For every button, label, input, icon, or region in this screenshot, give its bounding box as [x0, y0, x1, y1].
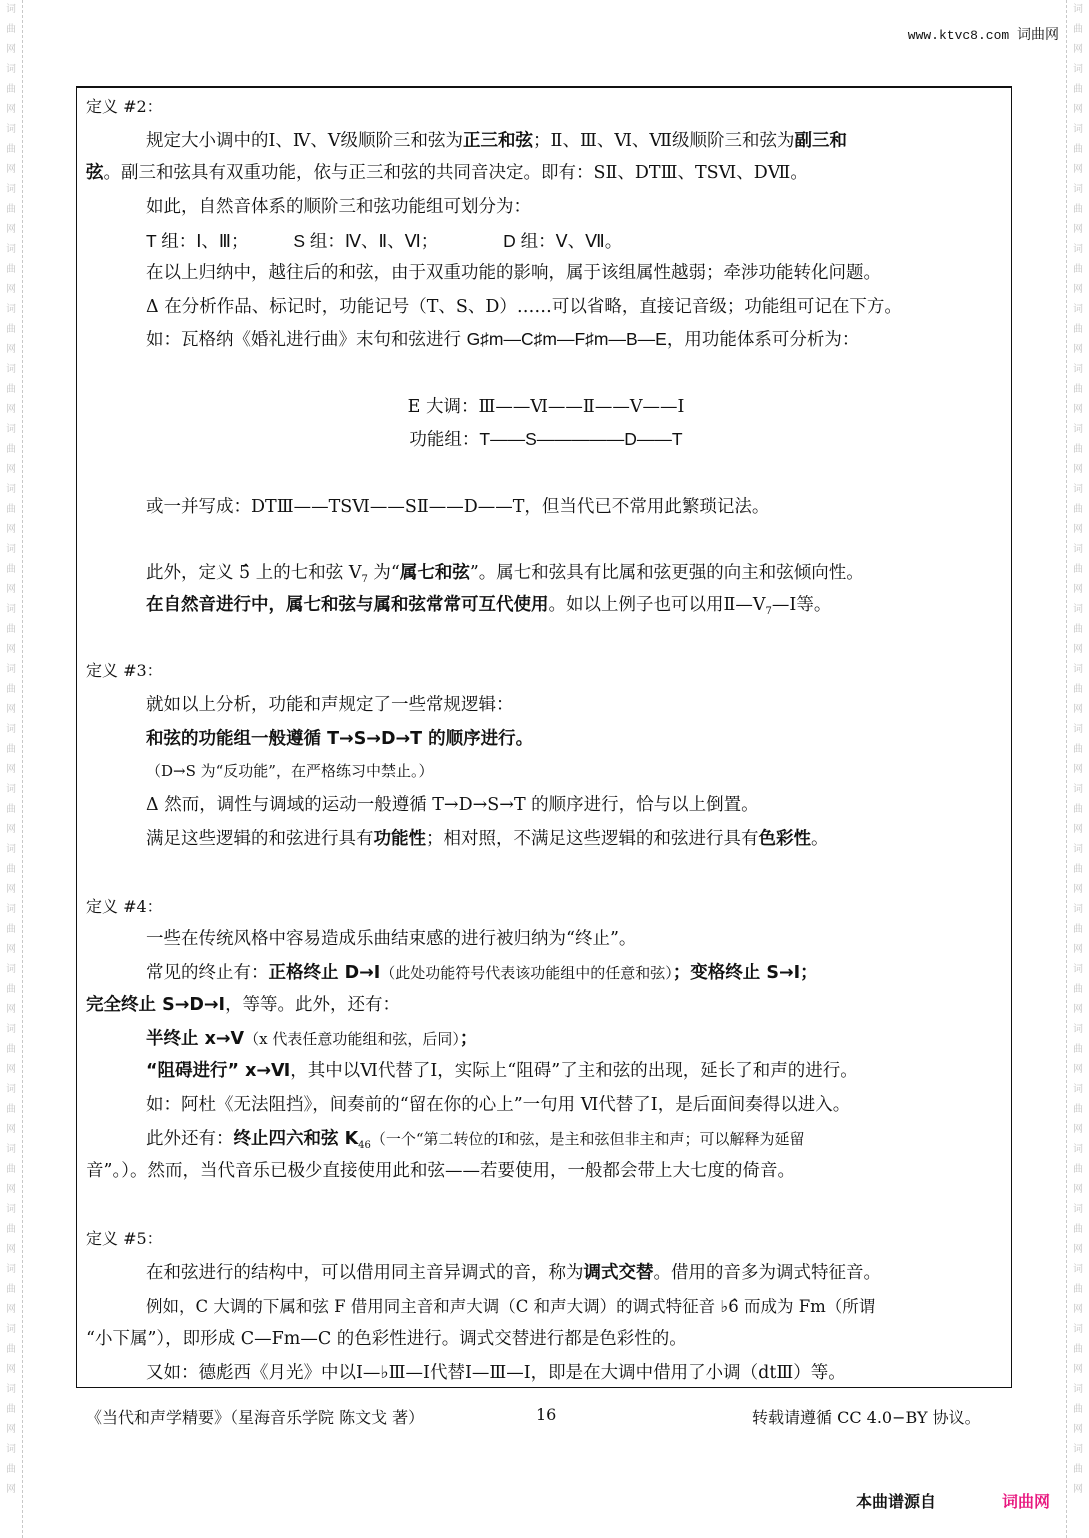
watermark-char: 词	[6, 1084, 16, 1095]
watermark-char: 网	[6, 164, 16, 175]
text: 此外还有：	[146, 1129, 234, 1149]
watermark-char: 词	[1073, 1384, 1083, 1395]
watermark-char: 网	[6, 1484, 16, 1495]
watermark-char: 网	[1073, 104, 1083, 115]
watermark-char: 词	[1073, 844, 1083, 855]
watermark-group	[6, 480, 16, 540]
watermark-char: 曲	[6, 924, 16, 935]
group-s: S 组：Ⅳ、Ⅱ、Ⅵ；	[293, 231, 439, 251]
watermark-group	[6, 840, 16, 900]
watermark-char: 词	[1073, 1324, 1083, 1335]
watermark-group	[6, 900, 16, 960]
watermark-group	[6, 1140, 16, 1200]
bold-term: ；变格终止 S→Ⅰ；	[672, 963, 818, 983]
watermark-char: 网	[1073, 584, 1083, 595]
watermark-char: 词	[1073, 124, 1083, 135]
watermark-char: 词	[6, 1264, 16, 1275]
watermark-char: 曲	[1073, 324, 1083, 335]
bold-term: 正三和弦	[463, 131, 534, 151]
watermark-char: 曲	[6, 804, 16, 815]
watermark-group	[6, 960, 16, 1020]
text: 。借用的音多为调式特征音。	[653, 1263, 881, 1283]
watermark-char: 网	[6, 404, 16, 415]
watermark-char: 曲	[6, 1164, 16, 1175]
text: 如：瓦格纳《婚礼进行曲》末句和弦进行	[146, 330, 467, 350]
watermark-group	[6, 1200, 16, 1260]
watermark-char: 曲	[6, 84, 16, 95]
subscript: 7	[765, 606, 772, 617]
watermark-char: 曲	[6, 1104, 16, 1115]
watermark-char: 词	[6, 1204, 16, 1215]
watermark-group	[6, 240, 16, 300]
watermark-char: 词	[1073, 184, 1083, 195]
watermark-char: 曲	[6, 24, 16, 35]
watermark-char: 网	[1073, 1064, 1083, 1075]
watermark-char: 曲	[1073, 144, 1083, 155]
group-d: D 组：Ⅴ、Ⅶ。	[503, 231, 623, 251]
paragraph: “小下属”），即形成 C—Fm—C 的色彩性进行。调式交替进行都是色彩性的。	[86, 1329, 687, 1349]
group-t: T 组：Ⅰ、Ⅲ；	[146, 231, 249, 251]
watermark-group	[6, 0, 16, 60]
watermark-char: 网	[1073, 764, 1083, 775]
watermark-group	[1073, 60, 1083, 120]
function-sequence: T——S—————D——T	[479, 429, 683, 449]
watermark-char: 网	[6, 1424, 16, 1435]
watermark-char: 曲	[6, 984, 16, 995]
watermark-group	[1073, 1260, 1083, 1320]
watermark-char: 词	[6, 64, 16, 75]
watermark-char: 网	[6, 1364, 16, 1375]
watermark-char: 网	[6, 824, 16, 835]
paragraph	[146, 560, 864, 593]
watermark-char: 曲	[1073, 1464, 1083, 1475]
watermark-char: 网	[1073, 944, 1083, 955]
watermark-char: 词	[6, 1324, 16, 1335]
watermark-char: 词	[1073, 904, 1083, 915]
watermark-group	[1073, 720, 1083, 780]
watermark-char: 曲	[6, 864, 16, 875]
watermark-char: 曲	[6, 1044, 16, 1055]
watermark-char: 网	[1073, 1184, 1083, 1195]
watermark-group	[6, 1320, 16, 1380]
watermark-char: 曲	[6, 744, 16, 755]
watermark-group	[6, 1020, 16, 1080]
watermark-char: 曲	[1073, 1044, 1083, 1055]
watermark-char: 网	[6, 764, 16, 775]
watermark-char: 词	[1073, 1264, 1083, 1275]
bold-term: 副三和	[794, 131, 848, 151]
watermark-char: 网	[1073, 224, 1083, 235]
watermark-char: 网	[6, 104, 16, 115]
watermark-char: 曲	[1073, 264, 1083, 275]
watermark-group	[6, 180, 16, 240]
watermark-char: 曲	[1073, 984, 1083, 995]
watermark-char: 网	[1073, 884, 1083, 895]
paragraph: Δ 然而，调性与调域的运动一般遵循 T→D→S→T 的顺序进行，恰与以上倒置。	[146, 795, 759, 815]
watermark-char: 词	[1073, 64, 1083, 75]
watermark-char: 词	[1073, 1204, 1083, 1215]
paragraph	[146, 592, 831, 625]
bold-term: 终止四六和弦 K	[233, 1129, 359, 1149]
text: ，其中以Ⅵ代替了Ⅰ，实际上“阻碍”了主和弦的出现，延长了和声的进行。	[290, 1061, 858, 1081]
watermark-group	[1073, 1440, 1083, 1500]
watermark-char: 网	[1073, 344, 1083, 355]
watermark-char: 网	[6, 1184, 16, 1195]
chord-progression: G♯m—C♯m—F♯m—B—E	[466, 329, 667, 349]
watermark-char: 网	[1073, 1424, 1083, 1435]
watermark-char: 曲	[6, 624, 16, 635]
watermark-char: 词	[1073, 784, 1083, 795]
watermark-group	[6, 420, 16, 480]
watermark-char: 网	[6, 584, 16, 595]
watermark-char: 网	[6, 44, 16, 55]
watermark-group	[1073, 300, 1083, 360]
source-site-link[interactable]: 词曲网	[1002, 1492, 1051, 1511]
watermark-char: 网	[6, 344, 16, 355]
watermark-char: 词	[6, 664, 16, 675]
watermark-group	[6, 300, 16, 360]
watermark-char: 词	[1073, 664, 1083, 675]
site-url: www.ktvc8.com	[907, 28, 1010, 43]
bold-term: 弦	[86, 163, 104, 183]
watermark-char: 词	[1073, 724, 1083, 735]
watermark-group	[1073, 600, 1083, 660]
watermark-char: 网	[6, 1304, 16, 1315]
watermark-group	[6, 1260, 16, 1320]
watermark-group	[6, 540, 16, 600]
watermark-char: 网	[6, 884, 16, 895]
watermark-group	[6, 1080, 16, 1140]
watermark-char: 词	[6, 724, 16, 735]
watermark-char: 曲	[1073, 1104, 1083, 1115]
watermark-char: 网	[6, 224, 16, 235]
paragraph: 或一并写成：DTⅢ——TSⅥ——SⅡ——D——T，但当代已不常用此繁琐记法。	[146, 497, 770, 517]
paragraph	[86, 992, 400, 1018]
watermark-char: 曲	[6, 1224, 16, 1235]
paragraph: 就如以上分析，功能和声规定了一些常规逻辑：	[146, 695, 514, 715]
watermark-char: 词	[1073, 424, 1083, 435]
footer-book-title: 《当代和声学精要》（星海音乐学院 陈文戈 著）	[86, 1408, 425, 1427]
watermark-group	[6, 60, 16, 120]
watermark-char: 词	[1073, 1024, 1083, 1035]
footer-license: 转载请遵循 CC 4.0−BY 协议。	[752, 1408, 981, 1427]
watermark-group	[1073, 480, 1083, 540]
watermark-char: 曲	[6, 1284, 16, 1295]
bold-term: “阻碍进行” x→Ⅵ	[146, 1061, 291, 1081]
bold-term: 半终止 x→Ⅴ	[146, 1029, 245, 1049]
watermark-group	[6, 1440, 16, 1500]
watermark-char: 曲	[1073, 204, 1083, 215]
watermark-char: 曲	[1073, 864, 1083, 875]
text: 规定大小调中的Ⅰ、Ⅳ、Ⅴ级顺阶三和弦为	[146, 131, 464, 151]
watermark-char: 曲	[1073, 84, 1083, 95]
watermark-char: 曲	[1073, 1404, 1083, 1415]
watermark-char: 网	[1073, 1484, 1083, 1495]
watermark-char: 曲	[1073, 804, 1083, 815]
watermark-char: 曲	[6, 264, 16, 275]
watermark-char: 词	[1073, 1444, 1083, 1455]
subscript: 46	[358, 1140, 371, 1151]
watermark-char: 词	[6, 1384, 16, 1395]
watermark-char: 词	[6, 364, 16, 375]
paragraph	[146, 1026, 477, 1052]
watermark-char: 网	[6, 524, 16, 535]
watermark-char: 网	[1073, 44, 1083, 55]
watermark-char: 词	[6, 1024, 16, 1035]
watermark-char: 词	[6, 964, 16, 975]
watermark-group	[1073, 120, 1083, 180]
text: ，等等。此外，还有：	[225, 995, 401, 1015]
watermark-group	[1073, 1080, 1083, 1140]
text: ，用功能体系可分析为：	[666, 330, 860, 350]
watermark-char: 曲	[1073, 1284, 1083, 1295]
watermark-char: 词	[1073, 964, 1083, 975]
watermark-char: 词	[1073, 4, 1083, 15]
bold-term: 色彩性	[758, 829, 811, 849]
watermark-group	[1073, 900, 1083, 960]
watermark-char: 词	[1073, 304, 1083, 315]
watermark-char: 网	[6, 1064, 16, 1075]
watermark-char: 词	[6, 784, 16, 795]
watermark-group	[1073, 240, 1083, 300]
definition-2-title: 定义 #2：	[86, 97, 163, 116]
watermark-char: 网	[6, 644, 16, 655]
site-name: 词曲网	[1017, 27, 1059, 43]
text: 常见的终止有：	[146, 963, 269, 983]
watermark-char: 曲	[1073, 1224, 1083, 1235]
watermark-group	[1073, 180, 1083, 240]
watermark-char: 词	[6, 124, 16, 135]
page-number: 16	[536, 1405, 557, 1424]
watermark-char: 曲	[6, 1344, 16, 1355]
watermark-char: 网	[6, 1124, 16, 1135]
example-scale-degrees: E 大调：Ⅲ——Ⅵ——Ⅱ——Ⅴ——Ⅰ	[407, 397, 685, 417]
watermark-char: 曲	[1073, 1164, 1083, 1175]
text: 为“	[367, 563, 400, 583]
paragraph	[146, 1126, 805, 1159]
text: 在和弦进行的结构中，可以借用同主音异调式的音，称为	[146, 1263, 584, 1283]
bold-term: 正格终止 D→Ⅰ	[268, 963, 381, 983]
watermark-group	[6, 660, 16, 720]
watermark-char: 曲	[1073, 384, 1083, 395]
watermark-group	[6, 600, 16, 660]
watermark-char: 词	[6, 184, 16, 195]
watermark-char: 网	[1073, 464, 1083, 475]
bold-term: 完全终止 S→D→Ⅰ	[86, 995, 226, 1015]
text: ；相对照，不满足这些逻辑的和弦进行具有	[426, 829, 759, 849]
watermark-char: 词	[6, 544, 16, 555]
text: 。	[811, 829, 829, 849]
example-function-groups	[86, 426, 1006, 453]
text: ；	[459, 1029, 478, 1049]
watermark-char: 词	[6, 244, 16, 255]
watermark-char: 曲	[6, 684, 16, 695]
paragraph	[146, 826, 829, 852]
watermark-char: 网	[6, 1244, 16, 1255]
watermark-char: 网	[6, 284, 16, 295]
text: （x 代表任意功能组和弦，后同）	[244, 1030, 460, 1048]
watermark-char: 曲	[1073, 624, 1083, 635]
watermark-group	[1073, 1200, 1083, 1260]
paragraph	[86, 160, 808, 186]
watermark-char: 曲	[6, 564, 16, 575]
paragraph: 例如，C 大调的下属和弦 F 借用同主音和声大调（C 和声大调）的调式特征音 ♭6̂ 而成为 Fm（所谓	[146, 1297, 876, 1316]
watermark-char: 词	[6, 844, 16, 855]
watermark-char: 曲	[6, 504, 16, 515]
function-groups	[146, 228, 622, 254]
bold-term: 功能性	[373, 829, 426, 849]
paragraph: 在以上归纳中，越往后的和弦，由于双重功能的影响，属于该组属性越弱；牵涉功能转化问题。	[146, 263, 881, 283]
watermark-char: 词	[1073, 1084, 1083, 1095]
paragraph: 又如：德彪西《月光》中以Ⅰ—♭Ⅲ—Ⅰ代替Ⅰ—Ⅲ—Ⅰ，即是在大调中借用了小调（dtⅢ）等。	[146, 1363, 846, 1383]
text: ；Ⅱ、Ⅲ、Ⅵ、Ⅶ级顺阶三和弦为	[533, 131, 795, 151]
watermark-group	[1073, 660, 1083, 720]
definition-3-title: 定义 #3：	[86, 661, 163, 680]
bold-paragraph: 和弦的功能组一般遵循 T→S→D→T 的顺序进行。	[146, 729, 534, 749]
paragraph: 一些在传统风格中容易造成乐曲结束感的进行被归纳为“终止”。	[146, 929, 637, 949]
source-label: 本曲谱源自	[856, 1492, 937, 1511]
watermark-char: 曲	[6, 204, 16, 215]
watermark-group	[6, 780, 16, 840]
watermark-char: 曲	[1073, 1344, 1083, 1355]
watermark-char: 网	[1073, 644, 1083, 655]
bold-term: 调式交替	[583, 1263, 654, 1283]
text: （此处功能符号代表该功能组中的任意和弦）	[380, 964, 673, 982]
text: —Ⅰ等。	[771, 595, 832, 615]
definition-4-title: 定义 #4：	[86, 897, 163, 916]
watermark-char: 网	[1073, 1244, 1083, 1255]
watermark-group	[6, 1380, 16, 1440]
watermark-char: 词	[6, 304, 16, 315]
watermark-char: 词	[1073, 604, 1083, 615]
watermark-char: 网	[1073, 1004, 1083, 1015]
watermark-char: 词	[1073, 244, 1083, 255]
watermark-group	[1073, 780, 1083, 840]
watermark-group	[1073, 1380, 1083, 1440]
watermark-char: 曲	[6, 1404, 16, 1415]
watermark-char: 曲	[1073, 444, 1083, 455]
bold-term: 属七和弦	[399, 563, 470, 583]
text: 功能组：	[409, 430, 480, 450]
watermark-group	[1073, 1140, 1083, 1200]
text: 。如以上例子也可以用Ⅱ—V	[548, 595, 766, 615]
watermark-char: 词	[1073, 484, 1083, 495]
paragraph: （D→S 为“反功能”，在严格练习中禁止。）	[146, 762, 434, 780]
watermark-char: 词	[6, 904, 16, 915]
watermark-group	[6, 360, 16, 420]
site-header	[908, 24, 1059, 44]
bold-term: 在自然音进行中，属七和弦与属和弦常常可互代使用	[146, 595, 549, 615]
watermark-char: 网	[1073, 404, 1083, 415]
watermark-group	[1073, 1020, 1083, 1080]
watermark-char: 曲	[6, 144, 16, 155]
watermark-char: 曲	[6, 384, 16, 395]
paragraph	[146, 1058, 858, 1084]
watermark-group	[1073, 960, 1083, 1020]
watermark-char: 曲	[1073, 924, 1083, 935]
text: 此外，定义 5̂ 上的七和弦 V	[146, 563, 362, 583]
left-watermark-strip	[4, 0, 23, 1538]
watermark-char: 词	[6, 1444, 16, 1455]
watermark-char: 曲	[6, 444, 16, 455]
watermark-char: 词	[1073, 1144, 1083, 1155]
watermark-group	[1073, 840, 1083, 900]
watermark-char: 曲	[1073, 684, 1083, 695]
watermark-char: 曲	[6, 324, 16, 335]
watermark-group	[1073, 0, 1083, 60]
text: 。副三和弦具有双重功能，依与正三和弦的共同音决定。即有：SⅡ、DTⅢ、TSⅥ、DⅦ。	[103, 163, 808, 183]
watermark-char: 网	[1073, 1124, 1083, 1135]
paragraph	[146, 1260, 881, 1286]
watermark-char: 词	[1073, 544, 1083, 555]
paragraph: Δ 在分析作品、标记时，功能记号（T、S、D）……可以省略，直接记音级；功能组可记在下方。	[146, 297, 902, 317]
watermark-char: 曲	[1073, 24, 1083, 35]
watermark-char: 词	[6, 484, 16, 495]
watermark-group	[6, 120, 16, 180]
text: （一个“第二转位的Ⅰ和弦，是主和弦但非主和声；可以解释为延留	[370, 1130, 805, 1148]
paragraph: 如：阿杜《无法阻挡》，间奏前的“留在你的心上”一句用 Ⅵ代替了Ⅰ，是后面间奏得以进入。	[146, 1095, 851, 1115]
watermark-char: 曲	[1073, 744, 1083, 755]
watermark-char: 网	[1073, 1304, 1083, 1315]
watermark-group	[6, 720, 16, 780]
definition-5-title: 定义 #5：	[86, 1229, 163, 1248]
watermark-char: 词	[1073, 364, 1083, 375]
text: ”。属七和弦具有比属和弦更强的向主和弦倾向性。	[469, 563, 864, 583]
watermark-char: 曲	[6, 1464, 16, 1475]
watermark-char: 词	[6, 4, 16, 15]
watermark-group	[1073, 420, 1083, 480]
watermark-char: 词	[6, 1144, 16, 1155]
watermark-group	[1073, 1320, 1083, 1380]
watermark-char: 网	[1073, 704, 1083, 715]
watermark-char: 网	[6, 704, 16, 715]
paragraph: 如此，自然音体系的顺阶三和弦功能组可划分为：	[146, 197, 531, 217]
watermark-char: 词	[6, 604, 16, 615]
watermark-char: 词	[6, 424, 16, 435]
watermark-char: 曲	[1073, 504, 1083, 515]
paragraph: 音”。）。然而，当代音乐已极少直接使用此和弦——若要使用，一般都会带上大七度的倚音。	[86, 1161, 795, 1181]
watermark-group	[1073, 540, 1083, 600]
watermark-char: 网	[1073, 284, 1083, 295]
watermark-char: 网	[6, 464, 16, 475]
watermark-char: 网	[1073, 824, 1083, 835]
watermark-char: 网	[1073, 164, 1083, 175]
watermark-char: 网	[6, 944, 16, 955]
subscript: 7	[361, 574, 368, 585]
paragraph	[146, 128, 847, 154]
paragraph	[146, 960, 818, 986]
watermark-char: 网	[1073, 1364, 1083, 1375]
watermark-char: 网	[1073, 524, 1083, 535]
watermark-char: 网	[6, 1004, 16, 1015]
watermark-group	[1073, 360, 1083, 420]
watermark-char: 曲	[1073, 564, 1083, 575]
paragraph	[146, 326, 859, 353]
text: 满足这些逻辑的和弦进行具有	[146, 829, 374, 849]
right-watermark-strip	[1066, 0, 1085, 1538]
